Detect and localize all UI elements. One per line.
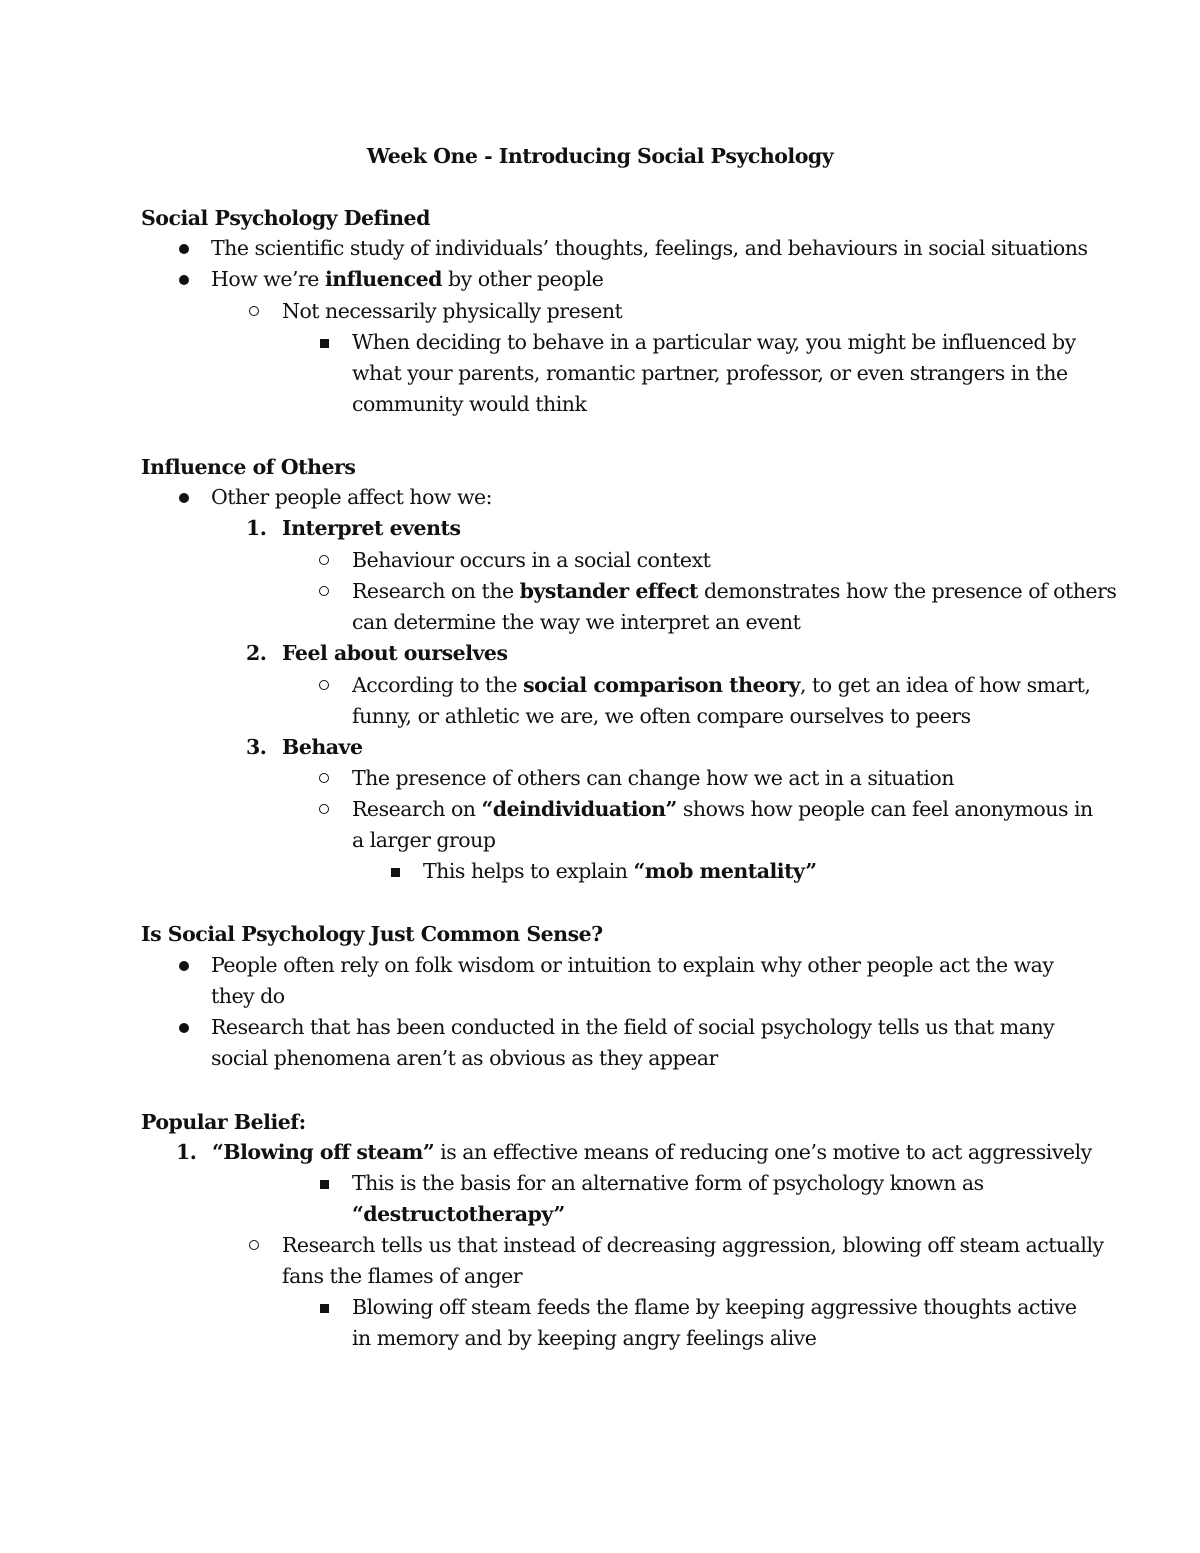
bullet-circle-icon [249,1240,259,1250]
bullet-square-icon [320,1180,329,1189]
list-item: Behaviour occurs in a social context [352,545,710,576]
list-item: This is the basis for an alternative form of psychology known as “destructotherapy” [352,1168,984,1230]
bullet-circle-icon [249,306,259,316]
list-item: Research that has been conducted in the field of social psychology tells us that many social phenomena aren’t as obvious as they appear [211,1012,1054,1074]
list-item: How we’re influenced by other people [211,264,603,295]
bullet-circle-icon [319,586,329,596]
list-item: Research on the bystander effect demonstrates how the presence of others can determine the way we interpret an event [352,576,1116,638]
bullet-dot-icon [179,1023,189,1033]
bullet-circle-icon [319,773,329,783]
list-item: Blowing off steam feeds the flame by keeping aggressive thoughts active in memory and by keeping angry feelings alive [352,1292,1077,1354]
numbered-item: 3. Behave [246,735,363,759]
bullet-square-icon [320,1304,329,1313]
bullet-dot-icon [179,244,189,254]
bullet-square-icon [320,339,329,348]
bullet-circle-icon [319,804,329,814]
heading-social-psychology-defined: Social Psychology Defined [141,206,430,230]
list-item: Research tells us that instead of decreasing aggression, blowing off steam actually fans the flames of anger [282,1230,1104,1292]
bullet-circle-icon [319,555,329,565]
list-item: People often rely on folk wisdom or intuition to explain why other people act the way they do [211,950,1053,1012]
bullet-dot-icon [179,275,189,285]
heading-influence-of-others: Influence of Others [141,455,356,479]
list-item: This helps to explain “mob mentality” [423,856,817,887]
list-item: When deciding to behave in a particular way, you might be influenced by what your parents, romantic partner, professor, or even strangers in the community would think [352,327,1076,420]
bullet-dot-icon [179,493,189,503]
bullet-dot-icon [179,961,189,971]
numbered-item: 2. Feel about ourselves [246,641,508,665]
heading-popular-belief: Popular Belief: [141,1110,306,1134]
list-item: According to the social comparison theory, to get an idea of how smart, funny, or athletic we are, we often compare ourselves to peers [352,670,1090,732]
list-item: The scientific study of individuals’ thoughts, feelings, and behaviours in social situations [211,233,1088,264]
numbered-item: 1. “Blowing off steam” is an effective means of reducing one’s motive to act aggressively [176,1140,1092,1164]
numbered-item: 1. Interpret events [246,516,461,540]
bullet-square-icon [391,868,400,877]
page-title: Week One - Introducing Social Psychology [366,144,834,168]
list-item: Not necessarily physically present [282,296,622,327]
list-item: The presence of others can change how we act in a situation [352,763,954,794]
bullet-circle-icon [319,680,329,690]
list-item: Research on “deindividuation” shows how people can feel anonymous in a larger group [352,794,1093,856]
heading-common-sense: Is Social Psychology Just Common Sense? [141,922,603,946]
list-item: Other people affect how we: [211,482,492,513]
